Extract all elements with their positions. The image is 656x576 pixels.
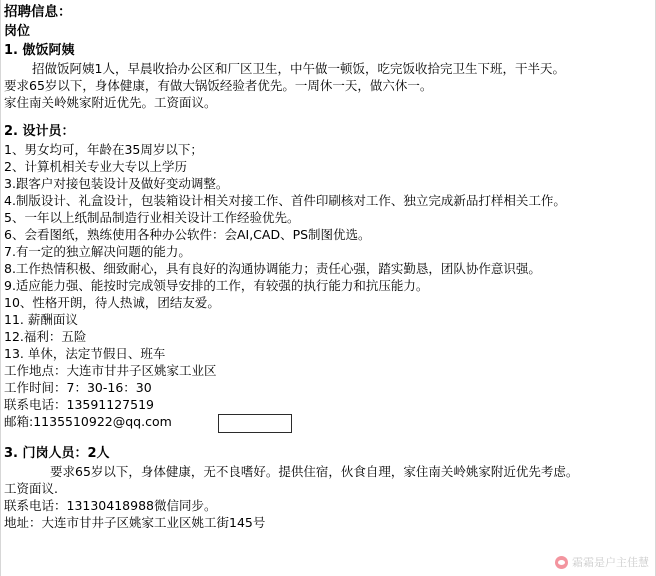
job-line: 要求65岁以下，身体健康，有做大锅饭经验者优先。一周休一天，做六休一。 [4,78,433,93]
job-line: 要求65岁以下，身体健康，无不良嗜好。提供住宿，伙食自理，家住南关岭姚家附近优先考虑。 [50,464,579,479]
job-line: 11. 薪酬面议 [4,312,78,327]
job-line: 联系电话：13591127519 [4,397,154,412]
job-line: 10、性格开朗，待人热诚，团结友爱。 [4,295,220,310]
selected-cell[interactable] [218,414,292,433]
page-title: 招聘信息： [4,4,72,20]
job-line: 13. 单休，法定节假日、班车 [4,346,166,361]
job-line: 工作时间：7：30-16：30 [4,380,152,395]
job-line: 4.制版设计、礼盒设计，包装箱设计相关对接工作、首件印刷核对工作、独立完成新品打样相关工作。 [4,193,566,208]
job-heading: 2. 设计员： [4,124,75,139]
job-line: 联系电话：13130418988微信同步。 [4,498,217,513]
job-line: 2、计算机相关专业大专以上学历 [4,159,187,174]
job-line: 5、一年以上纸制品制造行业相关设计工作经验优先。 [4,210,300,225]
job-line: 3.跟客户对接包装设计及做好变动调整。 [4,176,229,191]
watermark-label: 霜霜是户主佳慧 [572,556,649,569]
job-line: 地址：大连市甘井子区姚家工业区姚工街145号 [4,515,266,530]
weibo-icon [555,556,568,569]
document-content [4,3,650,531]
job-heading: 3. 门岗人员：2人 [4,446,110,461]
job-line: 8.工作热情积极、细致耐心，具有良好的沟通协调能力；责任心强，踏实勤恳，团队协作意识强。 [4,261,541,276]
job-line: 招做饭阿姨1人，早晨收拾办公区和厂区卫生，中午做一顿饭，吃完饭收拾完卫生下班，干半天。 [32,61,565,76]
job-line: 6、会看图纸，熟练使用各种办公软件：会AI,CAD、PS制图优选。 [4,227,371,242]
job-heading: 1. 傲饭阿姨 [4,43,75,58]
spacer [4,111,650,122]
spacer [4,430,650,444]
watermark [555,554,649,570]
job-line: 邮箱:1135510922@qq.com [4,414,172,429]
job-line: 7.有一定的独立解决问题的能力。 [4,244,191,259]
job-line: 工资面议. [4,481,58,496]
grid-line-left [0,0,1,576]
job-line: 家住南关岭姚家附近优先。工资面议。 [4,95,217,110]
job-line: 工作地点：大连市甘井子区姚家工业区 [4,363,217,378]
job-line: 1、男女均可，年龄在35周岁以下； [4,142,203,157]
section-label: 岗位 [4,24,31,39]
job-line: 12.福利：五险 [4,329,87,344]
job-line: 9.适应能力强、能按时完成领导安排的工作，有较强的执行能力和抗压能力。 [4,278,429,293]
